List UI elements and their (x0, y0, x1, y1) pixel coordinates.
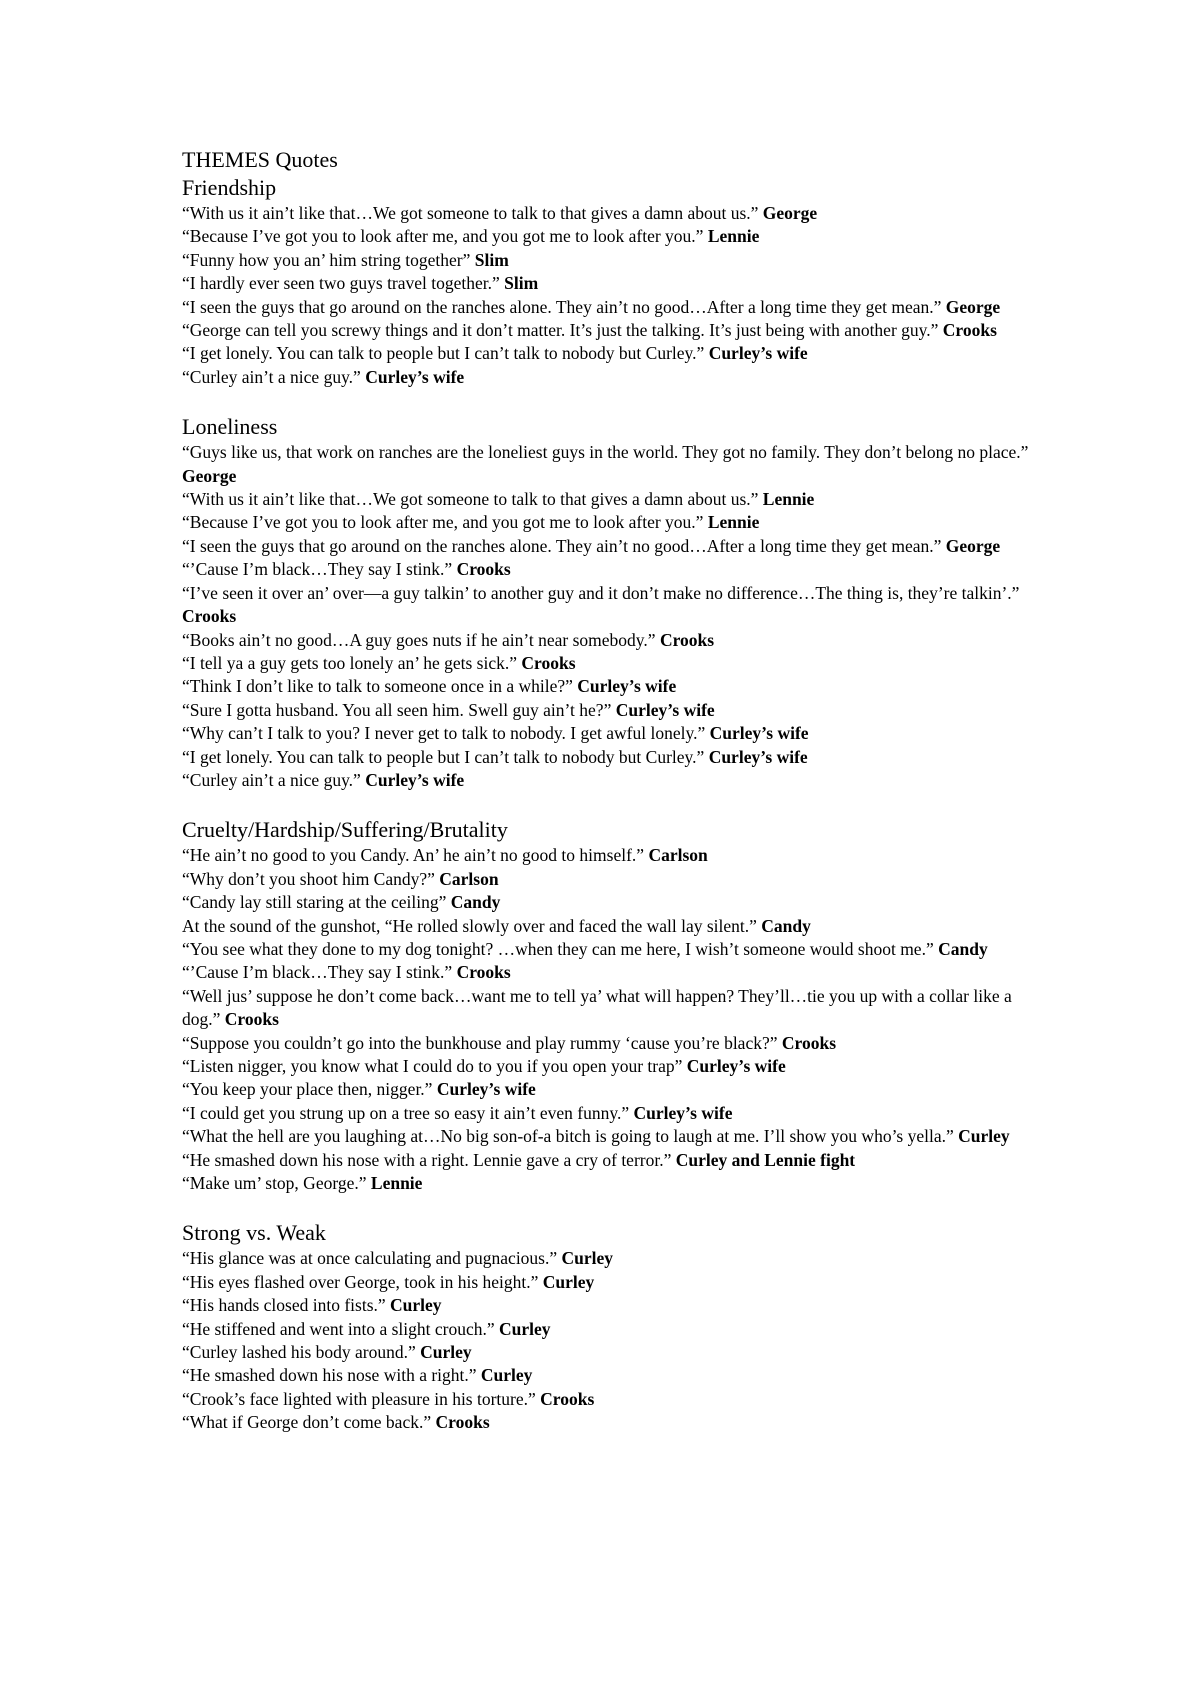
quote-speaker: Curley’s wife (615, 699, 715, 720)
quote-speaker: Curley’s wife (709, 723, 809, 744)
quote-text: “’Cause I’m black…They say I stink.” (182, 962, 453, 983)
quote-list (182, 441, 1042, 792)
quote-text: “Why can’t I talk to you? I never get to talk to nobody. I get awful lonely.” (182, 723, 706, 744)
quote-text: “I could get you strung up on a tree so easy it ain’t even funny.” (182, 1102, 630, 1123)
quote-speaker: Slim (474, 249, 509, 270)
quote-item (182, 844, 1042, 867)
quote-text: “Books ain’t no good…A guy goes nuts if he ain’t near somebody.” (182, 629, 656, 650)
quote-item (182, 558, 1042, 581)
quote-text: “I seen the guys that go around on the ranches alone. They ain’t no good…After a long time they get mean.” (182, 296, 942, 317)
quote-item (182, 1172, 1042, 1195)
quote-item (182, 249, 1042, 272)
quote-text: “You keep your place then, nigger.” (182, 1079, 433, 1100)
quote-item (182, 961, 1042, 984)
quote-item (182, 868, 1042, 891)
quote-speaker: Slim (504, 273, 539, 294)
quote-item (182, 366, 1042, 389)
quote-text: “He smashed down his nose with a right.” (182, 1365, 477, 1386)
quote-text: “Well jus’ suppose he don’t come back…want me to tell ya’ what will happen? They’ll…tie you up with a collar like a dog.” (182, 985, 1012, 1030)
quote-speaker: Carlson (648, 845, 708, 866)
quote-item (182, 722, 1042, 745)
quote-speaker: Lennie (707, 512, 760, 533)
quote-item (182, 1078, 1042, 1101)
quote-speaker: Crooks (781, 1032, 837, 1053)
quote-text: “Crook’s face lighted with pleasure in his torture.” (182, 1388, 536, 1409)
section-heading: Strong vs. Weak (182, 1220, 326, 1246)
quote-speaker: George (945, 296, 1001, 317)
quote-speaker: Lennie (707, 226, 760, 247)
quote-item (182, 488, 1042, 511)
quote-text: “He smashed down his nose with a right. Lennie gave a cry of terror.” (182, 1149, 672, 1170)
quote-item (182, 441, 1042, 488)
quote-text: “Make um’ stop, George.” (182, 1173, 367, 1194)
quote-speaker: Candy (761, 915, 811, 936)
quote-speaker: Curley’s wife (436, 1079, 536, 1100)
quote-speaker: Crooks (456, 962, 511, 983)
quote-text: “Candy lay still staring at the ceiling” (182, 892, 447, 913)
quote-text: “You see what they done to my dog tonight? …when they can me here, I wish’t someone would shoot me.” (182, 938, 934, 959)
quote-text: “I get lonely. You can talk to people but I can’t talk to nobody but Curley.” (182, 746, 705, 767)
quote-item (182, 629, 1042, 652)
quote-item (182, 675, 1042, 698)
quote-list (182, 844, 1042, 1195)
quote-item (182, 225, 1042, 248)
quote-speaker: Crooks (456, 559, 511, 580)
quote-text: “Guys like us, that work on ranches are the loneliest guys in the world. They got no family. They don’t belong no place.” (182, 442, 1029, 463)
quote-text: At the sound of the gunshot, “He rolled slowly over and faced the wall lay silent.” (182, 915, 757, 936)
quote-text: “I tell ya a guy gets too lonely an’ he gets sick.” (182, 652, 517, 673)
section-friendship (182, 174, 1042, 389)
quote-item (182, 699, 1042, 722)
section-heading: Cruelty/Hardship/Suffering/Brutality (182, 817, 508, 843)
quote-item (182, 1055, 1042, 1078)
quote-text: “Because I’ve got you to look after me, and you got me to look after you.” (182, 512, 704, 533)
quote-text: “I seen the guys that go around on the ranches alone. They ain’t no good…After a long time they get mean.” (182, 535, 942, 556)
quote-speaker: Curley’s wife (365, 769, 465, 790)
quote-item (182, 1271, 1042, 1294)
quote-item (182, 746, 1042, 769)
quote-text: “His hands closed into fists.” (182, 1295, 386, 1316)
section-strong-vs-weak (182, 1219, 1042, 1434)
quote-item (182, 1149, 1042, 1172)
quote-text: “What if George don’t come back.” (182, 1412, 432, 1433)
quote-item (182, 202, 1042, 225)
quote-item (182, 535, 1042, 558)
quote-speaker: Curley (958, 1126, 1010, 1147)
quote-item (182, 915, 1042, 938)
quote-text: “He stiffened and went into a slight crouch.” (182, 1318, 495, 1339)
quote-speaker: Crooks (942, 320, 997, 341)
section-cruelty (182, 816, 1042, 1195)
quote-text: “He ain’t no good to you Candy. An’ he ain’t no good to himself.” (182, 845, 645, 866)
quote-text: “I hardly ever seen two guys travel together.” (182, 273, 500, 294)
document-title: THEMES Quotes (182, 147, 338, 172)
section-heading: Friendship (182, 175, 277, 200)
quote-item (182, 1032, 1042, 1055)
quote-speaker: Crooks (521, 652, 576, 673)
quote-item (182, 1102, 1042, 1125)
quote-item (182, 272, 1042, 295)
quote-speaker: Crooks (435, 1412, 490, 1433)
quote-speaker: George (762, 203, 818, 223)
quote-text: “George can tell you screwy things and it don’t matter. It’s just the talking. It’s just being with another guy.” (182, 320, 939, 341)
quote-speaker: Crooks (659, 629, 715, 650)
quote-speaker: Lennie (370, 1173, 423, 1194)
section-heading: Loneliness (182, 414, 278, 440)
quote-list (182, 202, 1042, 389)
quote-text: “With us it ain’t like that…We got someone to talk to that gives a damn about us.” (182, 203, 759, 223)
quote-text: “’Cause I’m black…They say I stink.” (182, 559, 453, 580)
quote-text: “Sure I gotta husband. You all seen him. Swell guy ain’t he?” (182, 699, 612, 720)
quote-text: “What the hell are you laughing at…No big son-of-a bitch is going to laugh at me. I’ll show you who’s yella.” (182, 1126, 954, 1147)
quote-speaker: Curley (499, 1318, 551, 1339)
quote-speaker: Crooks (224, 1009, 279, 1030)
quote-text: “His eyes flashed over George, took in his height.” (182, 1271, 539, 1292)
quote-item (182, 319, 1042, 342)
quote-item (182, 1294, 1042, 1317)
quote-item (182, 296, 1042, 319)
quote-text: “I get lonely. You can talk to people but I can’t talk to nobody but Curley.” (182, 343, 705, 364)
quote-speaker: Curley’s wife (365, 366, 465, 387)
quote-speaker: Curley’s wife (708, 343, 808, 364)
section-loneliness (182, 413, 1042, 792)
quote-text: “Funny how you an’ him string together” (182, 249, 471, 270)
quote-speaker: Carlson (439, 868, 499, 889)
quote-item (182, 938, 1042, 961)
quote-speaker: Curley’s wife (633, 1102, 733, 1123)
quote-list (182, 1247, 1042, 1434)
quote-speaker: Curley (561, 1248, 614, 1269)
quote-text: “Curley ain’t a nice guy.” (182, 769, 361, 790)
quote-item (182, 769, 1042, 792)
quote-text: “Why don’t you shoot him Candy?” (182, 868, 435, 889)
quote-speaker: George (945, 535, 1001, 556)
quote-speaker: Curley (542, 1271, 595, 1292)
quote-item (182, 1388, 1042, 1411)
quote-item (182, 652, 1042, 675)
quote-speaker: Curley’s wife (577, 676, 677, 697)
quote-text: “I’ve seen it over an’ over—a guy talkin’ to another guy and it don’t make no difference…The thing is, they’re talkin’.” (182, 582, 1020, 603)
quote-item (182, 1364, 1042, 1387)
quote-text: “Listen nigger, you know what I could do to you if you open your trap” (182, 1056, 683, 1076)
quote-item (182, 1247, 1042, 1270)
document-page (182, 146, 1042, 1435)
quote-item (182, 582, 1042, 629)
quote-speaker: Crooks (182, 606, 237, 627)
quote-speaker: Candy (450, 892, 501, 913)
quote-speaker: George (182, 465, 237, 486)
quote-speaker: Curley (420, 1342, 472, 1363)
quote-speaker: Curley’s wife (686, 1056, 786, 1076)
quote-text: “With us it ain’t like that…We got someone to talk to that gives a damn about us.” (182, 489, 759, 510)
quote-text: “His glance was at once calculating and pugnacious.” (182, 1248, 558, 1269)
quote-item (182, 1125, 1042, 1148)
quote-text: “Because I’ve got you to look after me, and you got me to look after you.” (182, 226, 704, 247)
quote-speaker: Curley (390, 1295, 442, 1316)
quote-item (182, 1411, 1042, 1434)
quote-item (182, 1341, 1042, 1364)
quote-speaker: Curley’s wife (708, 746, 808, 767)
quote-text: “Suppose you couldn’t go into the bunkhouse and play rummy ‘cause you’re black?” (182, 1032, 778, 1053)
quote-speaker: Candy (938, 938, 988, 959)
quote-text: “Curley lashed his body around.” (182, 1342, 416, 1363)
quote-item (182, 985, 1042, 1032)
quote-text: “Think I don’t like to talk to someone once in a while?” (182, 676, 573, 697)
quote-item (182, 891, 1042, 914)
quote-item (182, 1318, 1042, 1341)
quote-speaker: Curley and Lennie fight (675, 1149, 856, 1170)
quote-speaker: Lennie (762, 489, 815, 510)
quote-speaker: Crooks (540, 1388, 595, 1409)
quote-text: “Curley ain’t a nice guy.” (182, 366, 361, 387)
quote-speaker: Curley (480, 1365, 533, 1386)
quote-item (182, 511, 1042, 534)
quote-item (182, 342, 1042, 365)
